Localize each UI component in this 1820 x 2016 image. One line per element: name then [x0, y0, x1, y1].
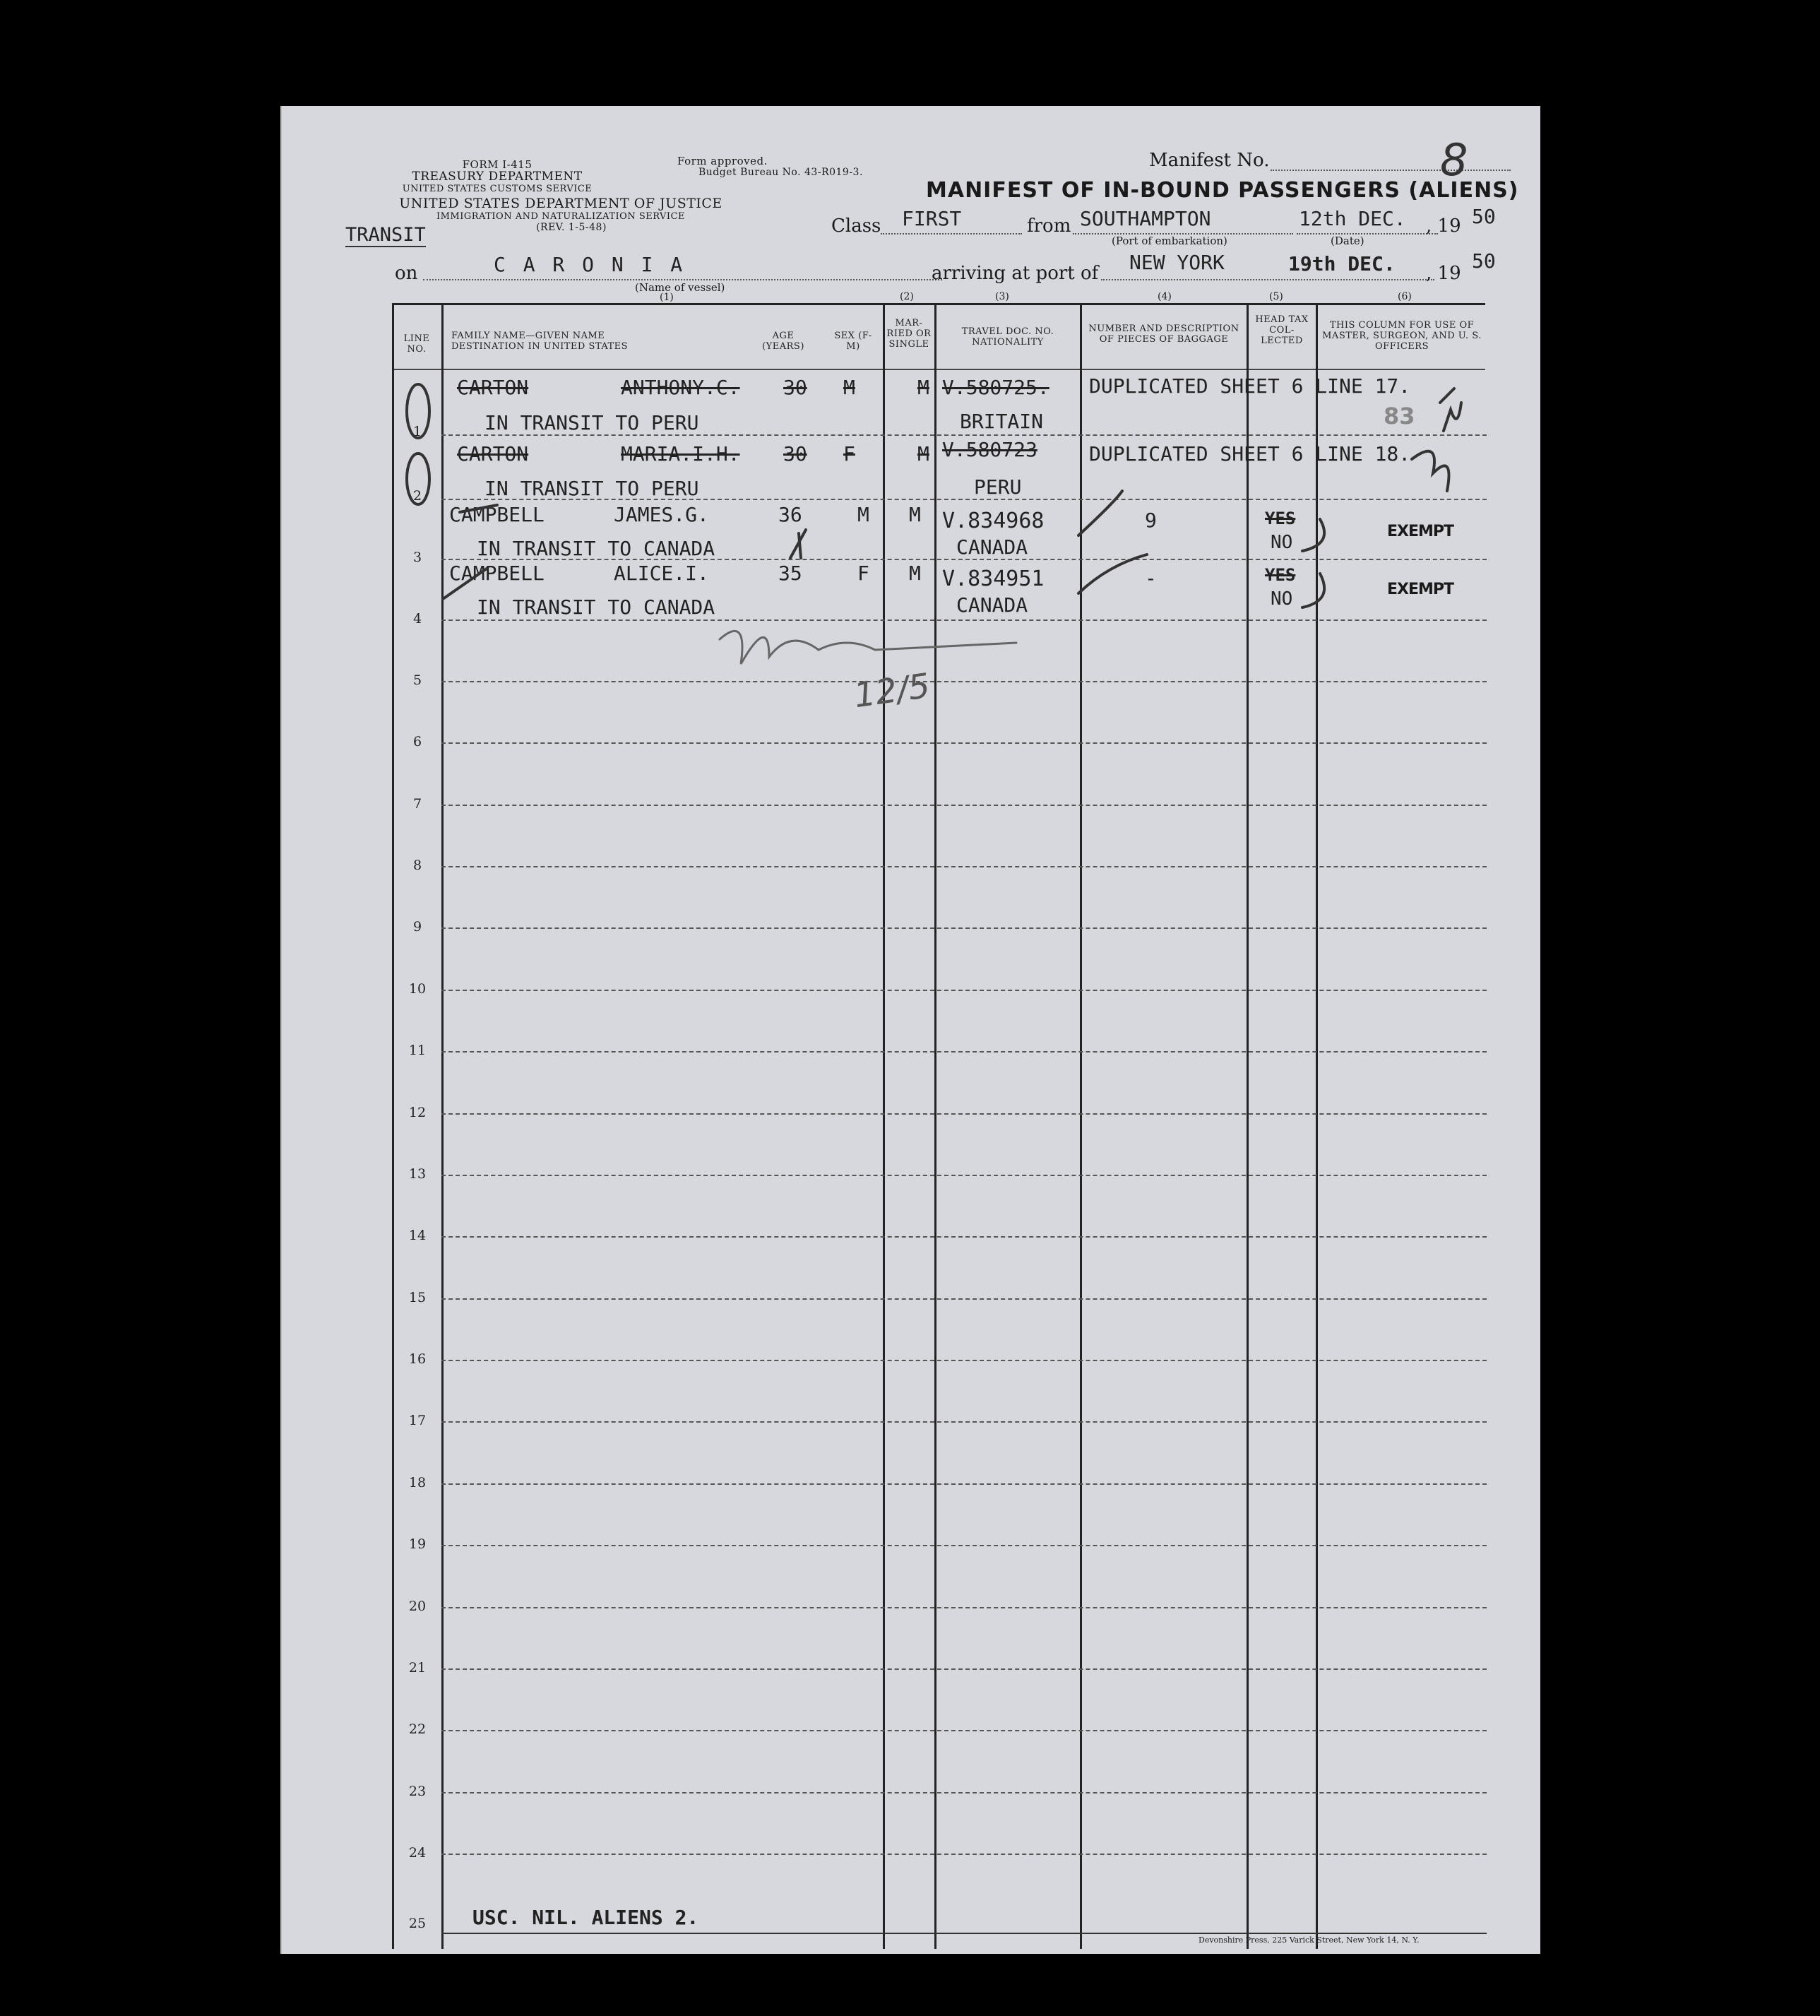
row1-family-name: CARTON — [457, 376, 529, 399]
vessel-col-num: (1) — [660, 292, 674, 303]
line-number: 18 — [408, 1475, 427, 1490]
row2-nationality: PERU — [974, 475, 1022, 499]
line-number: 24 — [408, 1845, 427, 1861]
row3-given-name: JAMES.G. — [614, 503, 709, 526]
line-number: 3 — [412, 550, 422, 565]
row3-tax-struck: YES — [1265, 509, 1296, 528]
row3-family-name: CAMPBELL — [449, 503, 545, 526]
vessel-caption: (Name of vessel) — [635, 281, 725, 294]
row4-given-name: ALICE.I. — [614, 562, 709, 585]
col-header-travel: TRAVEL DOC. NO. NATIONALITY — [961, 326, 1054, 348]
line-number: 8 — [412, 858, 422, 873]
row4-destination: IN TRANSIT TO CANADA — [477, 595, 715, 619]
row3-head-tax: NO — [1271, 532, 1293, 553]
arrival-year: 50 — [1472, 249, 1496, 273]
col-header-line: LINE NO. — [403, 333, 430, 355]
col-num-6: (6) — [1398, 291, 1412, 302]
arrival-date: 19th DEC. — [1288, 252, 1396, 275]
age-tick-marks — [790, 530, 806, 558]
row2-baggage: DUPLICATED SHEET 6 LINE 18. — [1089, 442, 1411, 466]
manifest-no-label: Manifest No. — [1149, 150, 1270, 171]
row1-nationality: BRITAIN — [960, 410, 1044, 433]
line2-circle-mark — [407, 453, 429, 504]
line-number: 12 — [408, 1105, 427, 1120]
line-number: 23 — [408, 1784, 427, 1799]
form-approved: Form approved. — [677, 155, 768, 167]
line-number: 25 — [408, 1916, 427, 1931]
officer-initials — [1440, 389, 1461, 431]
form-title: MANIFEST OF IN-BOUND PASSENGERS (ALIENS) — [926, 178, 1519, 203]
form-number: FORM I-415 — [462, 158, 533, 171]
row3-nationality: CANADA — [956, 535, 1028, 559]
line-number: 17 — [408, 1413, 427, 1428]
manifest-sheet — [280, 106, 1540, 1954]
row4-head-tax: NO — [1271, 588, 1293, 610]
port-caption: (Port of embarkation) — [1112, 235, 1227, 247]
col-num-5: (5) — [1269, 291, 1283, 302]
col-header-officers: THIS COLUMN FOR USE OF MASTER, SURGEON, AND U. S. OFFICERS — [1322, 320, 1482, 352]
row4-travel-doc: V.834951 — [942, 567, 1045, 591]
row1-destination: IN TRANSIT TO PERU — [484, 411, 699, 434]
row2-destination: IN TRANSIT TO PERU — [484, 477, 699, 500]
line-number: 2 — [412, 488, 422, 504]
row2-given-name: MARIA.I.H. — [621, 442, 740, 466]
col-header-headtax: HEAD TAX COL-LECTED — [1255, 314, 1309, 346]
department-2: UNITED STATES DEPARTMENT OF JUSTICE — [399, 196, 722, 211]
line-number: 9 — [412, 919, 422, 935]
col-header-married: MAR-RIED OR SINGLE — [886, 318, 932, 350]
line1-circle-mark — [407, 384, 429, 438]
line-number: 5 — [412, 672, 422, 688]
row2-family-name: CARTON — [457, 442, 529, 466]
col-num-3: (3) — [995, 291, 1009, 302]
line-number: 1 — [412, 424, 422, 439]
line-number: 20 — [408, 1599, 427, 1614]
department-1: TREASURY DEPARTMENT — [412, 170, 583, 184]
row2-travel-doc: V.580723 — [942, 438, 1037, 461]
row3-officer-stamp: EXEMPT — [1387, 523, 1454, 540]
row4-officer-stamp: EXEMPT — [1387, 581, 1454, 598]
row2-age: 30 — [783, 442, 807, 466]
from-label: from — [1027, 215, 1071, 237]
class-value: FIRST — [902, 207, 962, 230]
line-number: 22 — [408, 1721, 427, 1737]
tax-check-marks — [1302, 519, 1324, 607]
row1-officer-stamp: 83 — [1384, 403, 1415, 429]
row3-travel-doc: V.834968 — [942, 509, 1045, 533]
date-caption: (Date) — [1331, 235, 1364, 247]
line-number: 15 — [408, 1290, 427, 1305]
handwriting-marks — [282, 106, 1540, 1954]
row4-baggage: - — [1145, 567, 1157, 590]
officer-initials-2 — [1412, 451, 1449, 491]
class-label: Class — [831, 215, 881, 237]
col-num-4: (4) — [1158, 291, 1172, 302]
departure-year: 50 — [1472, 205, 1496, 228]
on-label: on — [395, 263, 418, 284]
year-prefix: , 19 — [1426, 215, 1461, 237]
row4-sex: F — [857, 562, 869, 585]
revision: (REV. 1-5-48) — [536, 222, 607, 233]
row3-age: 36 — [778, 503, 802, 526]
row4-family-name: CAMPBELL — [449, 562, 545, 585]
line-number: 16 — [408, 1351, 427, 1367]
row2-marital: M — [917, 442, 929, 466]
row1-baggage: DUPLICATED SHEET 6 LINE 17. — [1089, 374, 1411, 398]
handwritten-date: 12/5 — [851, 665, 933, 716]
departure-date: 12th DEC. — [1299, 207, 1406, 230]
row1-travel-doc: V.580725. — [942, 376, 1049, 399]
year-prefix-2: , 19 — [1426, 263, 1461, 284]
vessel-name: C A R O N I A — [494, 253, 686, 276]
line-number: 4 — [412, 611, 422, 627]
line-number: 10 — [408, 981, 427, 997]
from-value: SOUTHAMPTON — [1080, 207, 1211, 230]
row-check-marks — [443, 505, 497, 599]
row1-marital: M — [917, 376, 929, 399]
row4-age: 35 — [778, 562, 802, 585]
col-header-baggage: NUMBER AND DESCRIPTION OF PIECES OF BAGGAGE — [1088, 324, 1239, 345]
row4-marital: M — [909, 562, 921, 585]
line-number: 6 — [412, 734, 422, 749]
row3-sex: M — [857, 503, 869, 526]
line-number: 14 — [408, 1228, 427, 1243]
officer-signature — [720, 631, 1016, 664]
arrival-port: NEW YORK — [1129, 251, 1225, 274]
arriving-label: arriving at port of — [932, 263, 1099, 284]
col-header-age: AGE (YEARS) — [762, 331, 804, 352]
row3-baggage: 9 — [1145, 509, 1157, 532]
line-number: 11 — [408, 1043, 427, 1058]
manifest-no-value: 8 — [1440, 134, 1468, 186]
line-number: 21 — [408, 1660, 427, 1676]
col-num-2: (2) — [900, 291, 914, 302]
line-number: 19 — [408, 1536, 427, 1552]
budget-bureau: Budget Bureau No. 43-R019-3. — [698, 167, 863, 178]
department-1-sub: UNITED STATES CUSTOMS SERVICE — [402, 184, 593, 194]
row1-sex: M — [843, 376, 855, 399]
baggage-tick-marks — [1078, 491, 1147, 593]
row2-sex: F — [843, 442, 855, 466]
row3-marital: M — [909, 503, 921, 526]
row4-tax-struck: YES — [1265, 565, 1296, 585]
line-number: 7 — [412, 796, 422, 812]
line-number: 13 — [408, 1166, 427, 1182]
row4-nationality: CANADA — [956, 593, 1028, 617]
printer-imprint: Devonshire Press, 225 Varick Street, New York 14, N. Y. — [1199, 1935, 1420, 1945]
row1-given-name: ANTHONY.C. — [621, 376, 740, 399]
col-header-sex: SEX (F-M) — [834, 331, 872, 352]
col-header-name: FAMILY NAME—GIVEN NAME DESTINATION IN UNITED STATES — [451, 331, 629, 352]
row3-destination: IN TRANSIT TO CANADA — [477, 537, 715, 560]
row1-age: 30 — [783, 376, 807, 399]
department-2-sub: IMMIGRATION AND NATURALIZATION SERVICE — [436, 211, 686, 222]
transit-label: TRANSIT — [345, 224, 426, 246]
footer-note: USC. NIL. ALIENS 2. — [472, 1906, 699, 1929]
